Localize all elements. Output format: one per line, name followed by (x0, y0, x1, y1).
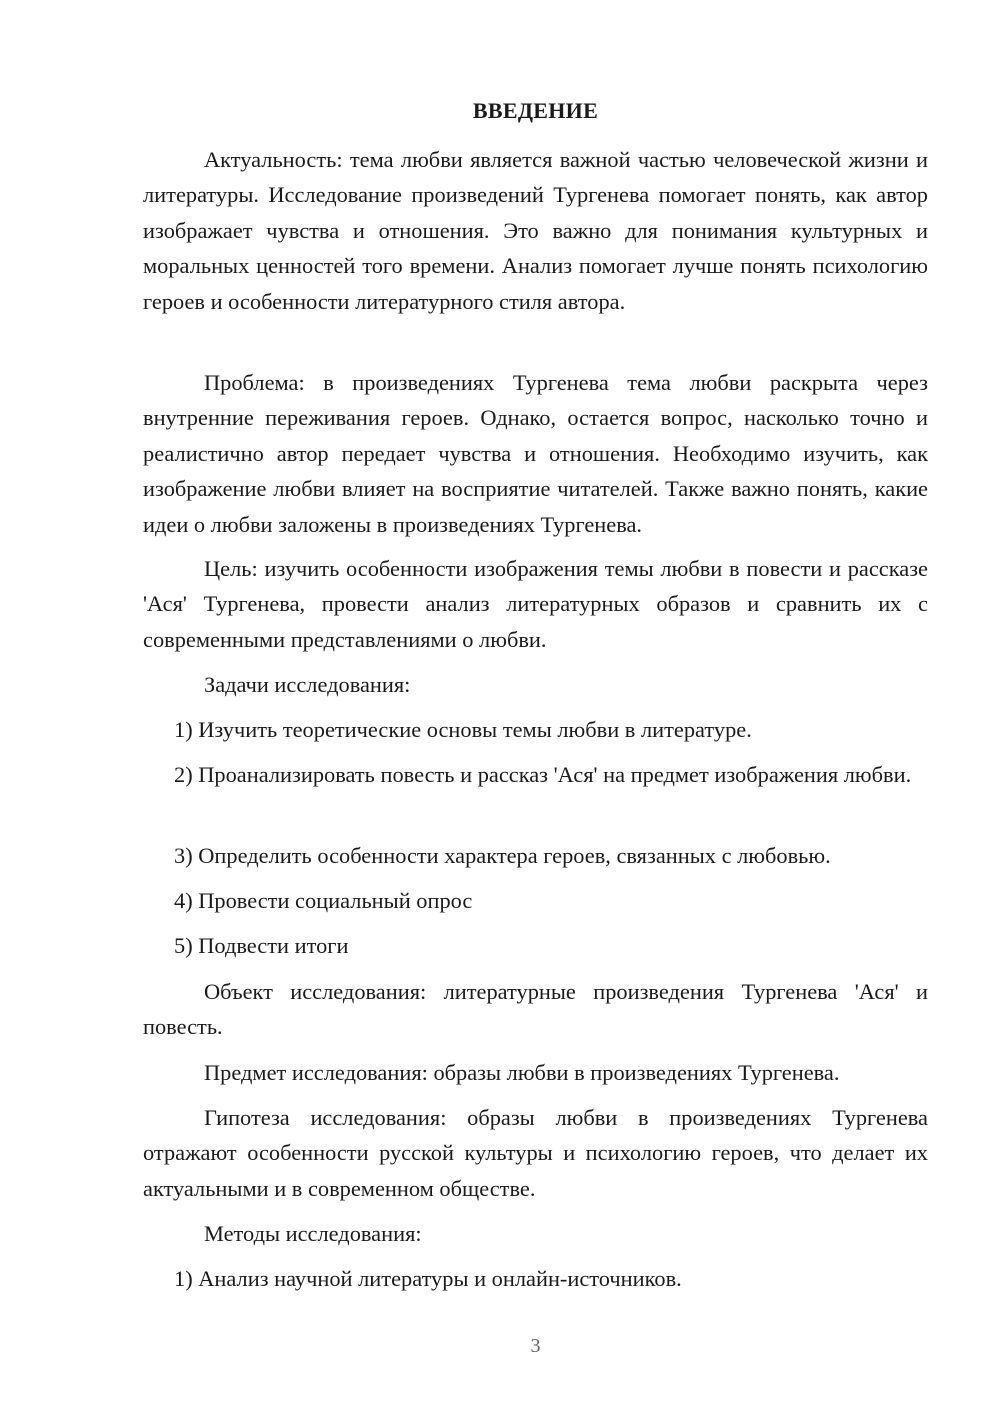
methods-heading: Методы исследования: (204, 1221, 422, 1246)
problem-paragraph: Проблема: в произведениях Тургенева тема любви раскрыта через внутренние переживания героев. Однако, остается вопрос, насколько точно и реалистично автор передает чувства и отношения. Необходимо изучить, как изображение любви влияет на восприятие читателей. Также важно понять, какие идеи о любви заложены в произведениях Тургенева. (143, 370, 928, 537)
relevance-paragraph: Актуальность: тема любви является важной частью человеческой жизни и литературы. Исследование произведений Тургенева помогает понять, как автор изображает чувства и отношения. Это важно для понимания культурных и моральных ценностей того времени. Анализ помогает лучше понять психологию героев и особенности литературного стиля автора. (143, 147, 928, 314)
subject-paragraph: Предмет исследования: образы любви в произведениях Тургенева. (204, 1060, 840, 1085)
task-item-3: 3) Определить особенности характера героев, связанных с любовью. (174, 843, 831, 868)
task-item-2: 2) Проанализировать повесть и рассказ 'Ася' на предмет изображения любви. (174, 762, 912, 787)
method-item-1: 1) Анализ научной литературы и онлайн-источников. (174, 1266, 682, 1291)
page-title: ВВЕДЕНИЕ (472, 98, 599, 123)
task-item-5: 5) Подвести итоги (174, 933, 349, 958)
task-item-4: 4) Провести социальный опрос (174, 888, 473, 913)
hypothesis-paragraph: Гипотеза исследования: образы любви в произведениях Тургенева отражают особенности русской культуры и психологию героев, что делает их актуальными и в современном обществе. (143, 1105, 928, 1201)
tasks-heading: Задачи исследования: (204, 672, 411, 697)
object-paragraph: Объект исследования: литературные произведения Тургенева 'Ася' и повесть. (143, 979, 928, 1040)
task-item-1: 1) Изучить теоретические основы темы любви в литературе. (174, 717, 752, 742)
page-number: 3 (530, 1335, 541, 1357)
goal-paragraph: Цель: изучить особенности изображения темы любви в повести и рассказе 'Ася' Тургенева, провести анализ литературных образов и сравнить их с современными представлениями о любви. (143, 556, 928, 652)
